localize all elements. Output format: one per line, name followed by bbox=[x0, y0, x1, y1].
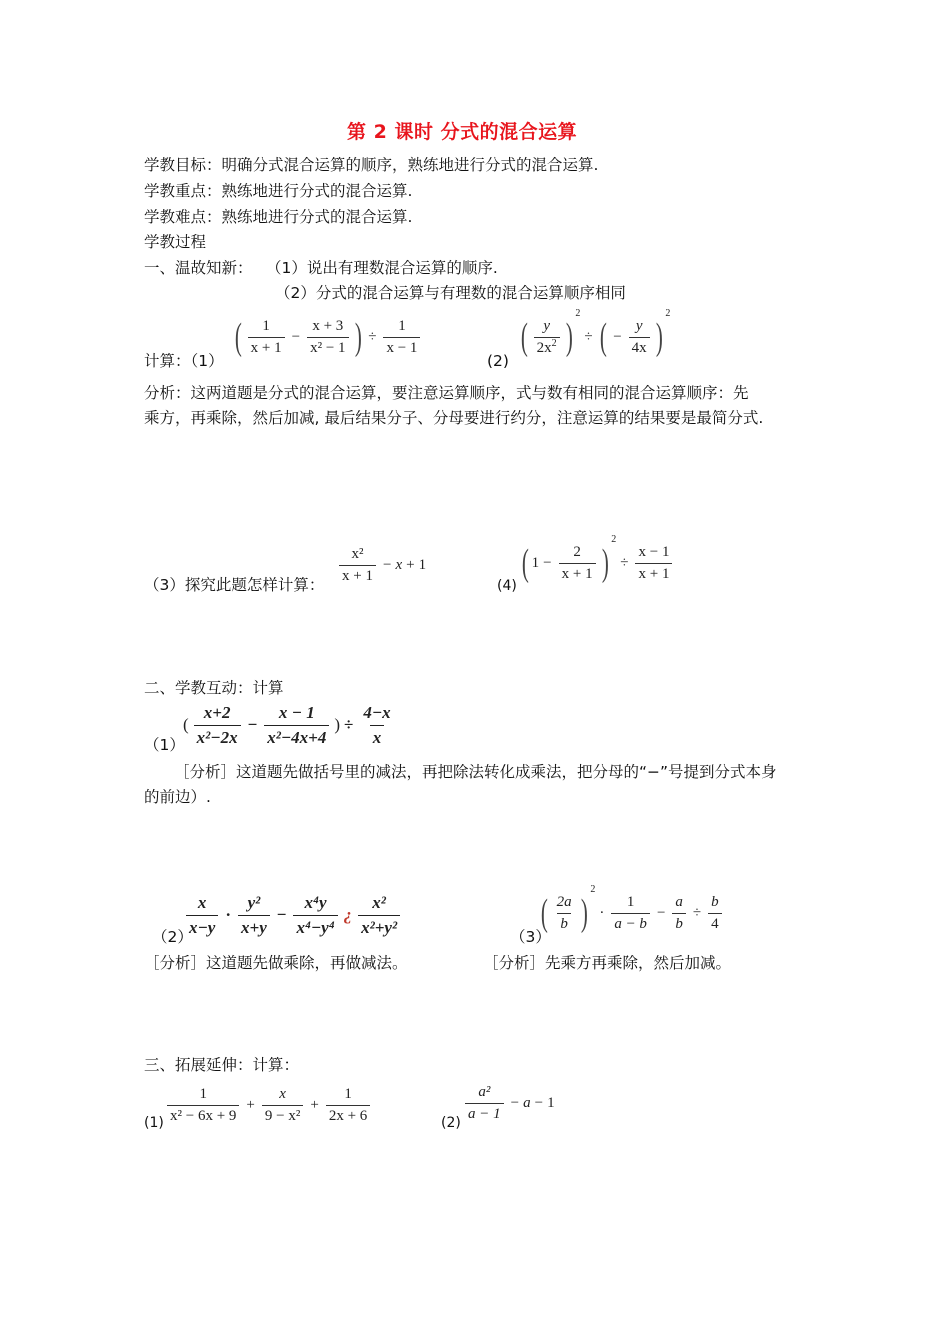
analysis-2-3: ［分析］先乘方再乘除，然后加减。 bbox=[483, 954, 732, 972]
analysis-1-line2: 乘方，再乘除，然后加减, 最后结果分子、分母要进行约分，注意运算的结果要是最简分式. bbox=[144, 409, 764, 427]
analysis-2-1-line1: ［分析］这道题先做括号里的减法，再把除法转化成乘法，把分母的“−”号提到分式本身 bbox=[174, 763, 777, 781]
page-title: 第 2 课时 分式的混合运算 bbox=[347, 121, 578, 143]
section2-heading: 二、学教互动：计算 bbox=[144, 679, 284, 697]
section1-heading: 一、温故知新： bbox=[144, 259, 253, 277]
formula-1-2: ( $\frac{y}{2x^2}$ ) 2 ÷ ( − $\frac{y}{4x}$ ) 2 bbox=[520, 308, 671, 358]
difficulty: 学教难点：熟练地进行分式的混合运算. bbox=[144, 208, 413, 226]
extend-label-1: (1) bbox=[144, 1115, 164, 1131]
section1-item2: （2）分式的混合运算与有理数的混合运算顺序相同 bbox=[275, 284, 626, 302]
section1-item1: （1）说出有理数混合运算的顺序. bbox=[266, 259, 498, 277]
formula-3-2: $\frac{\text{a²}}{a - 1}$ − a − 1 bbox=[462, 1078, 555, 1128]
formula-1-1: ( $\frac{1}{x + 1}$ − $\frac{x + 3}{\text{x² − 1}}$ ) ÷ $\frac{1}{x - 1}$ bbox=[232, 312, 423, 362]
calc-label-4: (4) bbox=[497, 578, 517, 594]
formula-1-4: ( 1 − $\frac{2}{x + 1}$ ) 2 ÷ $\frac{x - 1}{x + 1}$ bbox=[519, 538, 675, 588]
analysis-1-line1: 分析：这两道题是分式的混合运算，要注意运算顺序，式与数有相同的混合运算顺序：先 bbox=[144, 384, 749, 402]
section3-heading: 三、拓展延伸：计算： bbox=[144, 1056, 300, 1074]
key-point: 学教重点：熟练地进行分式的混合运算. bbox=[144, 182, 413, 200]
calc-label: 计算：（1） bbox=[144, 352, 224, 370]
formula-1-3: $\frac{\text{x²}}{x + 1}$ − x + 1 bbox=[336, 540, 426, 590]
process-heading: 学教过程 bbox=[144, 233, 207, 251]
interact-label-3: （3） bbox=[510, 928, 551, 946]
extend-label-2: (2) bbox=[441, 1115, 461, 1131]
analysis-2-2: ［分析］这道题先做乘除，再做减法。 bbox=[144, 954, 408, 972]
explore-label: （3）探究此题怎样计算： bbox=[144, 576, 325, 594]
formula-3-1: $\frac{1}{\text{x² − 6x + 9}}$ + $\frac{x}{\text{9 − x²}}$ + $\frac{1}{2x + 6}$ bbox=[164, 1080, 373, 1130]
interact-label-1: （1） bbox=[144, 736, 185, 754]
interact-label-2: （2） bbox=[152, 928, 193, 946]
formula-2-3: ( $\frac{2a}{b}$ ) 2 · $\frac{1}{a - b}$ − $\frac{a}{b}$ ÷ $\frac{b}{4}$ bbox=[538, 888, 725, 938]
calc-label-2: (2) bbox=[487, 352, 509, 370]
learning-goal: 学教目标：明确分式混合运算的顺序，熟练地进行分式的混合运算. bbox=[144, 156, 599, 174]
analysis-2-1-line2: 的前边）. bbox=[144, 788, 211, 806]
formula-2-1: ( $\frac{x+2}{\text{x²−2x}}$ − $\frac{x - 1}{\text{x²−4x+4}}$ ) ÷ $\frac{4-x}{x}$ bbox=[183, 702, 391, 747]
formula-2-2: $\frac{x}{x-y}$ · $\frac{\text{y²}}{x+y}$ − $\frac{\text{x⁴y}}{\text{x⁴−y⁴}}$ ¿ $\frac{\text{x²}}{\text{x²+y²}}$ bbox=[183, 887, 403, 943]
